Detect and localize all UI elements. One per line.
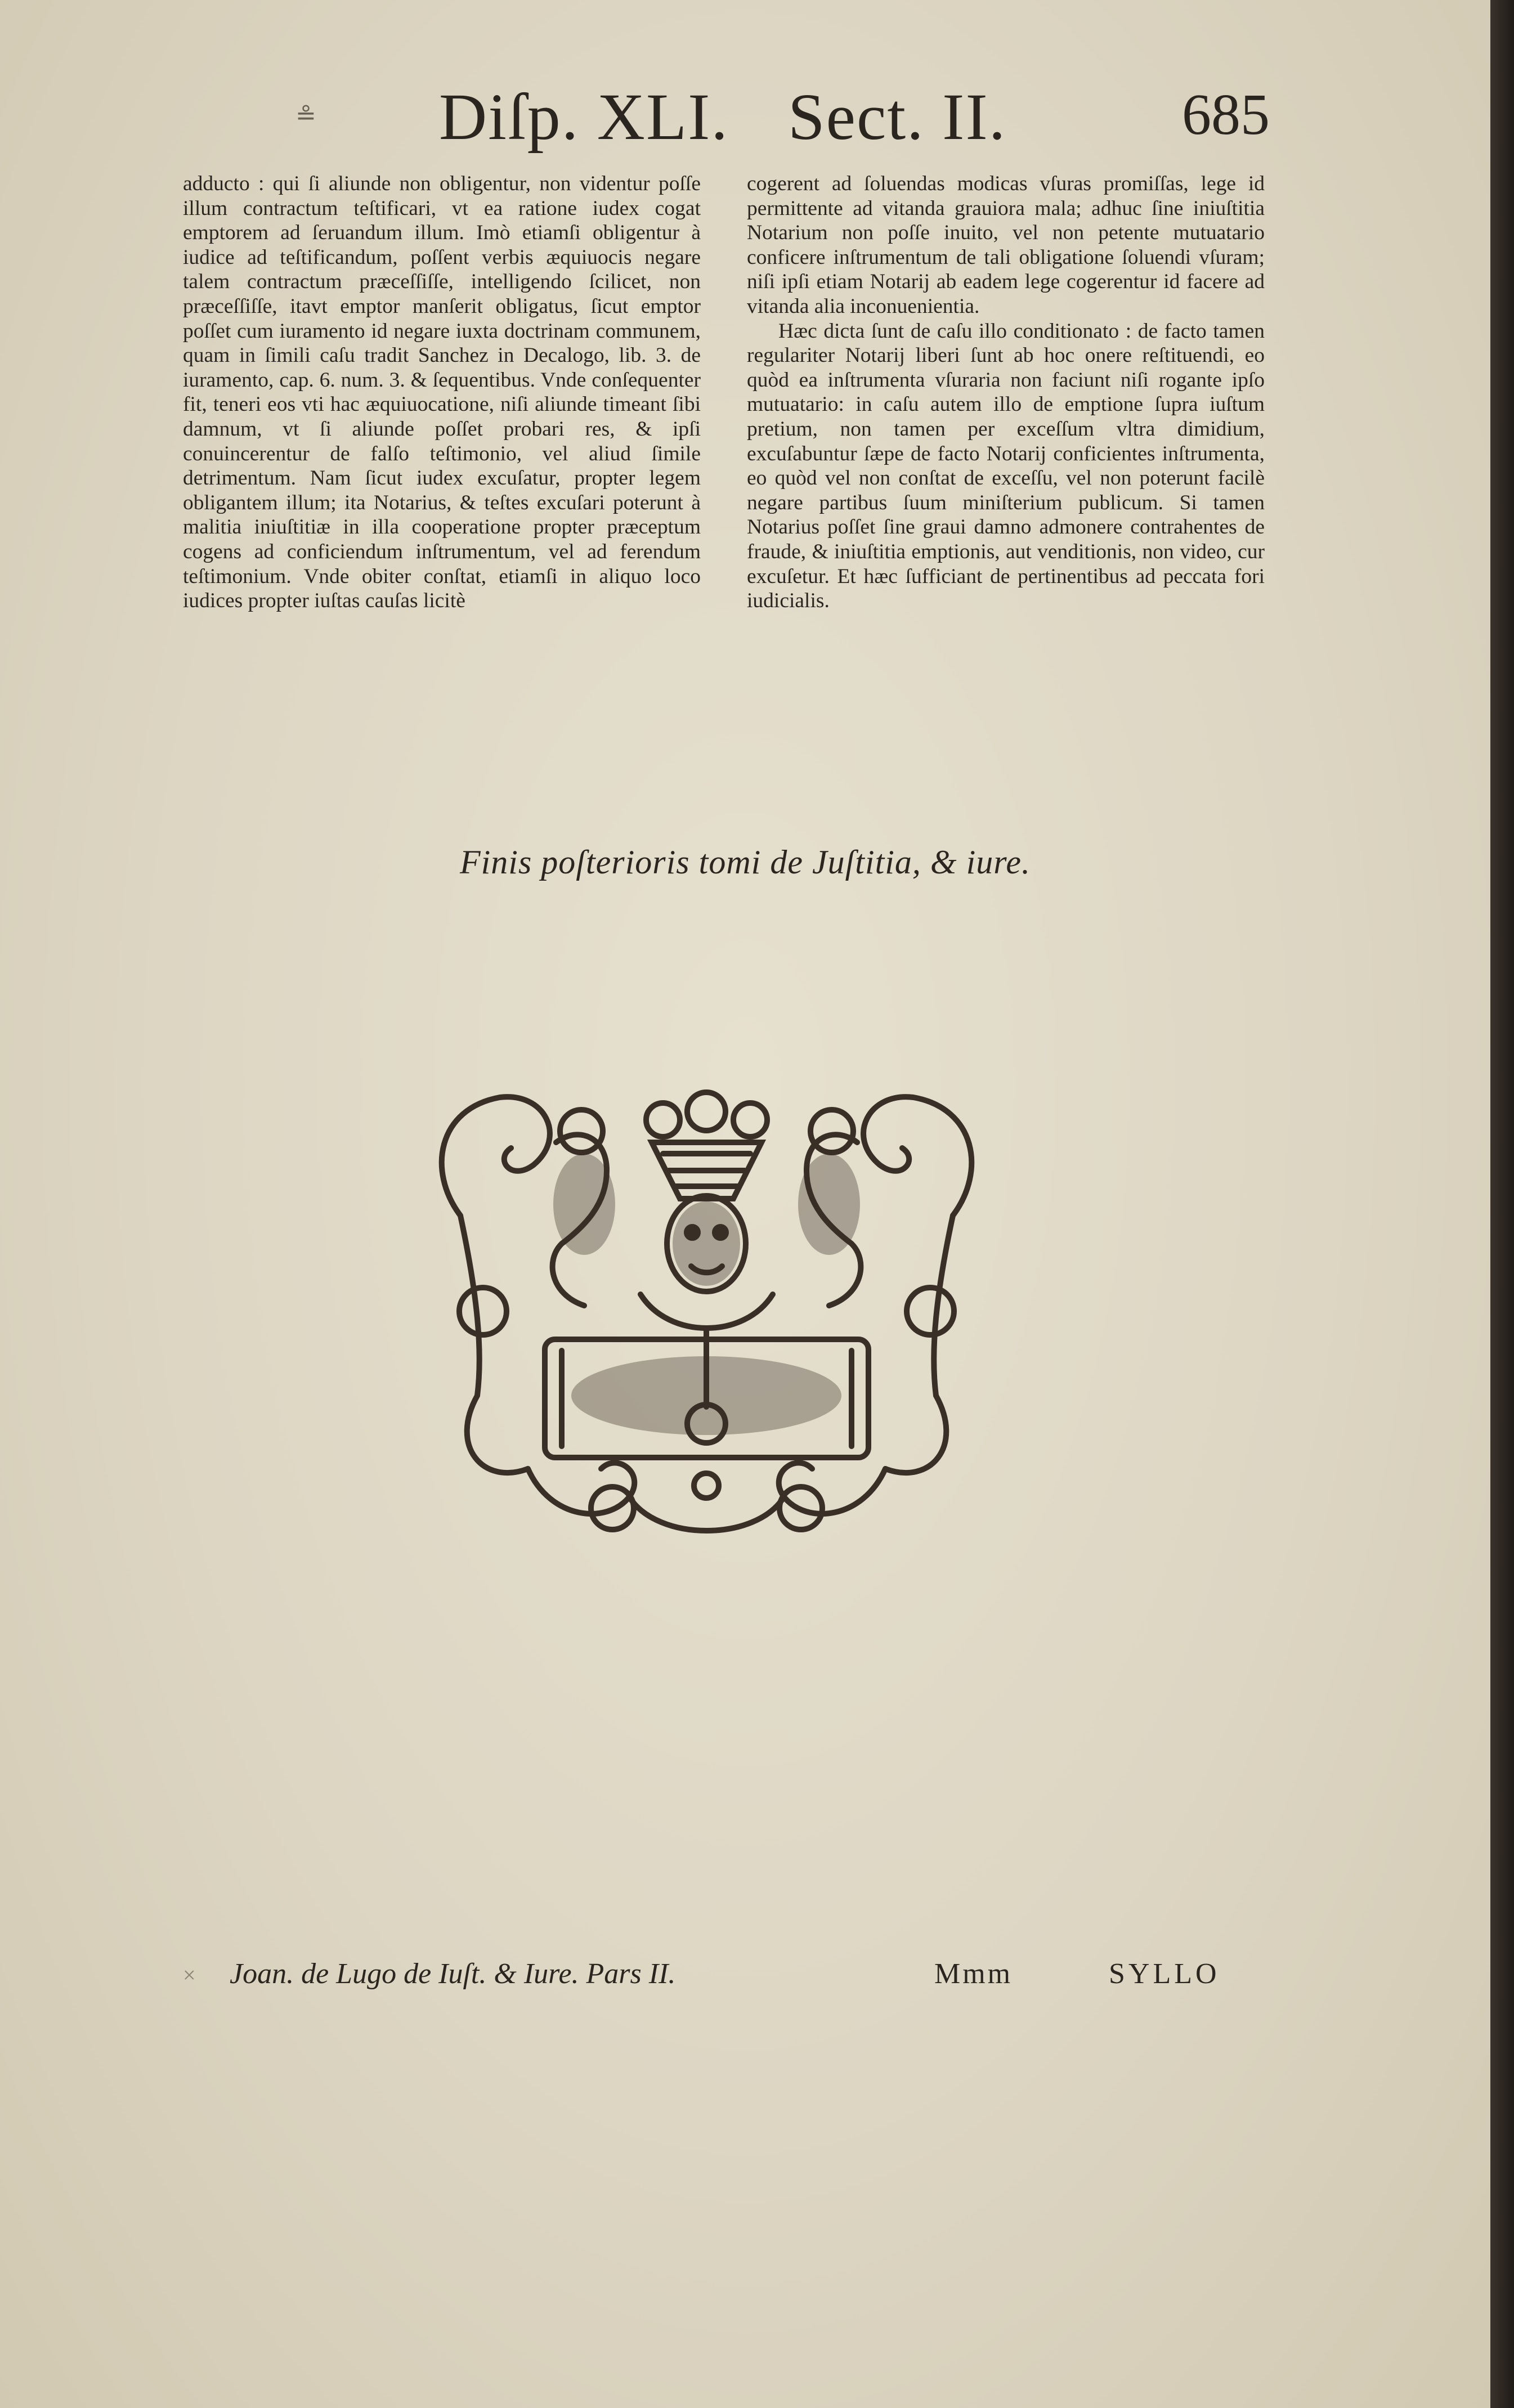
header-mark: ≗ — [295, 102, 316, 129]
grotesque-ornament-icon — [415, 1058, 998, 1581]
right-paragraph: cogerent ad ſoluendas modicas vſuras promiſſas, lege id permittente ad vitanda grauiora mala; adhuc ſine iniuſtitia Notarium non poſſe inuito, vel non petente mutuatario conficere inſtrumentum de tali obligatione ſoluendi vſuram; niſi ipſi etiam Notarij ab eadem lege cogerentur id facere ad vitanda alia inconuenientia. — [747, 172, 1265, 318]
page-edge — [1490, 0, 1514, 2408]
left-column — [183, 172, 701, 613]
section-label: Sect. II. — [788, 80, 1007, 154]
footer-mark: × — [183, 1962, 196, 1988]
running-header — [180, 79, 1278, 158]
right-column — [747, 172, 1265, 613]
finis-line: Finis poſterioris tomi de Juſtitia, & iure. — [459, 844, 1031, 881]
right-paragraph: Hæc dicta ſunt de caſu illo conditionato : de facto tamen regulariter Notarij liberi ſunt ab hoc onere reſtituendi, eo quòd ea inſtrumenta vſuraria non faciunt niſi rogante ipſo mutuatario: in caſu autem illo de emptione ſupra iuſtum pretium, non tamen per exceſſum vltra dimidium, excuſabuntur ſæpe de facto Notarij conficientes inſtrumenta, eo quòd vel non conſtat de exceſſu, vel non poterunt facilè negare partibus ſuum miniſterium publicum. Si tamen Notarius poſſet ſine graui damno admonere contrahentes de fraude, & iniuſtitia emptionis, aut venditionis, non video, cur excuſetur. Et hæc ſufficiant de pertinentibus ad peccata fori iudicialis. — [747, 319, 1265, 613]
page-number: 685 — [1182, 82, 1270, 147]
left-paragraph: adducto : qui ſi aliunde non obligentur, non videntur poſſe illum contractum teſtificari, vt ea ratione iudex cogat emptorem ad ſeruandum illum. Imò etiamſi obligentur à iudice ad teſtificandum, poſſent verbis æquiuocis negare talem contractum præceſſiſſe, intelligendo ſcilicet, non præceſſiſſe, itavt emptor manſerit obligatus, ſicut emptor poſſet cum iuramento id negare iuxta doctrinam communem, quam in ſimili caſu tradit Sanchez in Decalogo, lib. 3. de iuramento, cap. 6. num. 3. & ſequentibus. Vnde conſequenter fit, teneri eos vti hac æquiuocatione, niſi aliunde timeant ſibi damnum, vt ſi aliunde poſſet probari res, & ipſi conuincerentur de falſo teſtimonio, vel aliud ſimile detrimentum. Nam ſicut iudex excuſatur, propter legem obligantem illum; ita Notarius, & teſtes excuſari poterunt à malitia iniuſtitiæ in illa cooperatione propter præceptum cogens ad conficiendum inſtrumentum, vel ad ferendum teſtimonium. Vnde obiter conſtat, etiamſi in aliquo loco iudices propter iuſtas cauſas licitè — [183, 172, 701, 613]
catchword: SYLLO — [1109, 1958, 1220, 1990]
disputation-label: Diſp. XLI. — [439, 80, 729, 154]
footer-book-title: Joan. de Lugo de Iuſt. & Iure. Pars II. — [230, 1958, 676, 1990]
signature-mark: Mmm — [934, 1958, 1013, 1990]
